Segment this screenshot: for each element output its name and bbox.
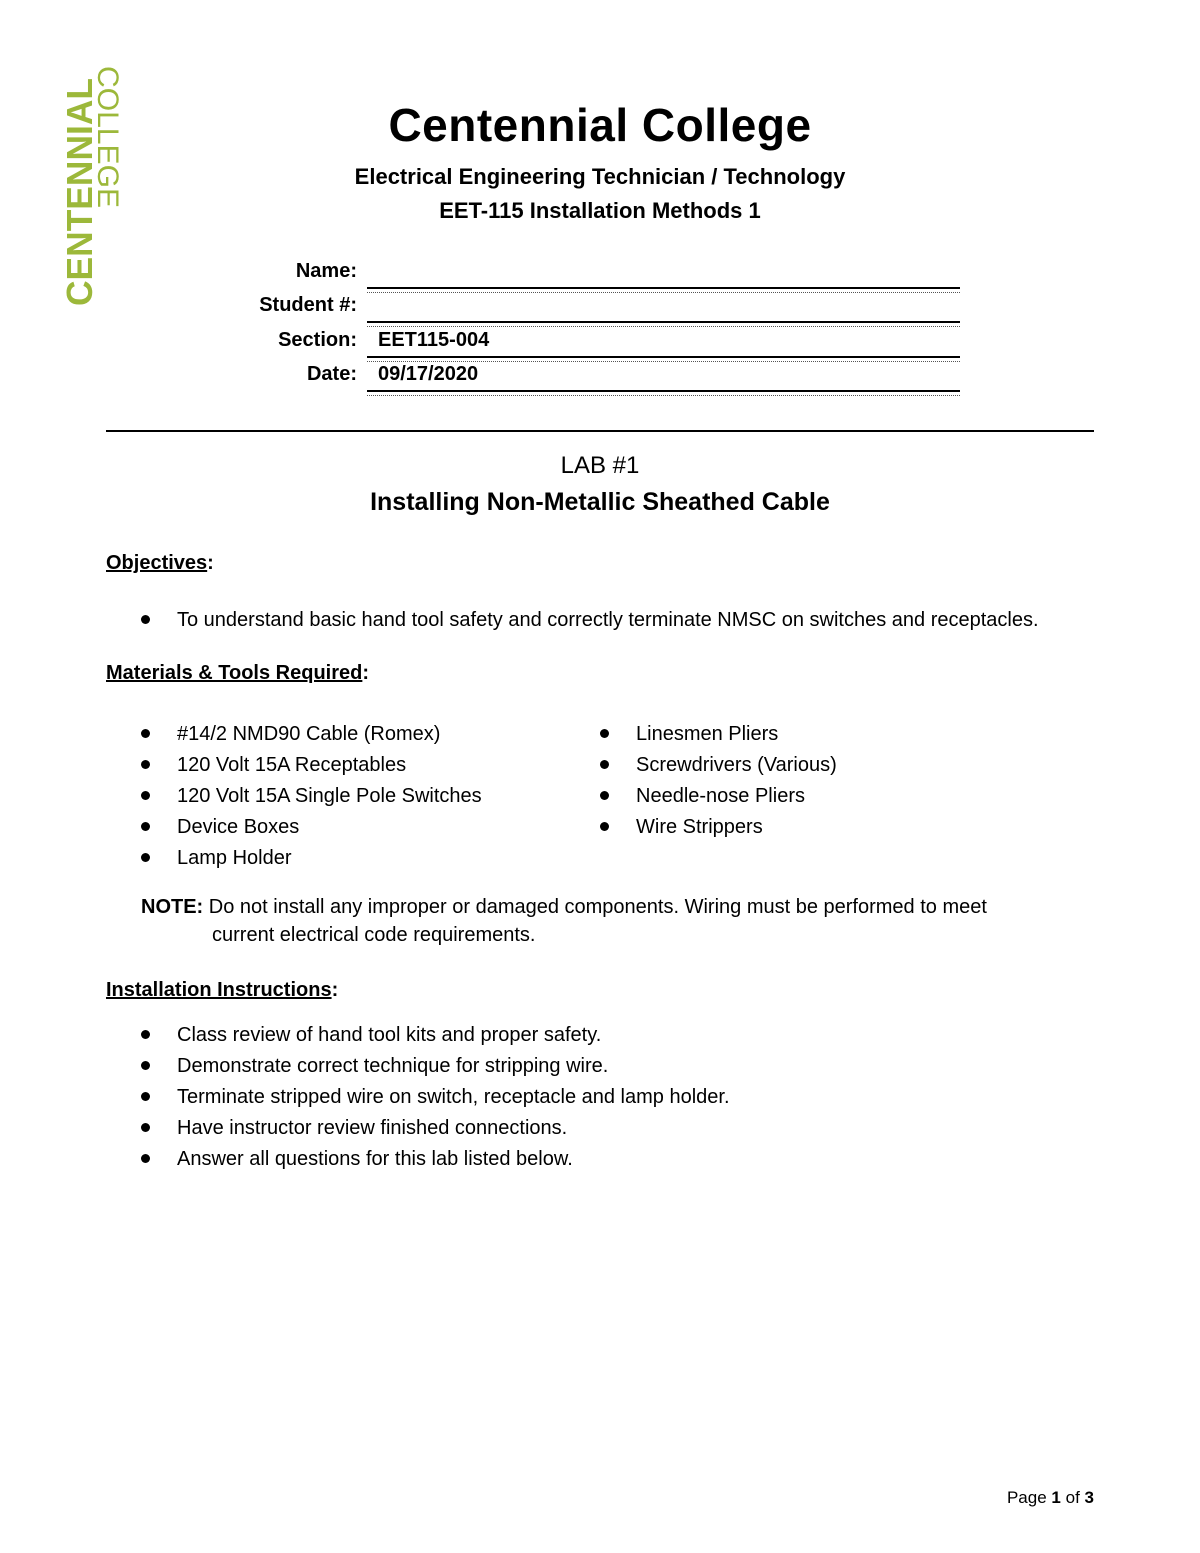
instructions-list [141,1023,730,1178]
section-field [0,329,1200,361]
material-text: 120 Volt 15A Receptables [177,754,407,776]
section-label: Section: [278,329,357,351]
page-current: 1 [1051,1488,1061,1507]
list-item [141,815,482,846]
bullet-icon [141,1030,150,1039]
bullet-icon [141,1061,150,1070]
name-label: Name: [295,260,357,282]
list-item [141,1054,730,1085]
list-item [141,1116,730,1147]
date-label: Date: [306,363,357,385]
student-number-field [0,294,1200,326]
material-text: Device Boxes [177,816,300,838]
bullet-icon [600,822,609,831]
course-name: EET-115 Installation Methods 1 [439,198,761,223]
material-text: Lamp Holder [177,847,292,869]
name-underline [367,287,960,289]
list-item [141,1023,730,1054]
list-item [141,608,1039,639]
lab-title: Installing Non-Metallic Sheathed Cable [370,488,830,516]
instruction-text: Answer all questions for this lab listed below. [177,1148,573,1170]
tool-text: Needle-nose Pliers [636,785,805,807]
section-underline [367,356,960,358]
objectives-heading: Objectives: [106,552,214,574]
list-item [600,753,837,784]
materials-list-left [141,722,482,877]
page-title: Centennial College [388,99,812,151]
student-number-label: Student #: [259,294,357,316]
page-word: Page [1006,1488,1047,1507]
bullet-icon [141,1154,150,1163]
page-total: 3 [1084,1488,1094,1507]
list-item [600,722,837,753]
instruction-text: Class review of hand tool kits and proper safety. [177,1024,602,1046]
note-label: NOTE: [141,896,204,918]
list-item [141,784,482,815]
date-underline [367,390,960,392]
list-item [600,815,837,846]
name-field [0,260,1200,292]
list-item [141,1147,730,1178]
instructions-heading-text: Installation Instructions [106,979,332,1001]
note-block [141,893,1091,949]
bullet-icon [141,1092,150,1101]
program-name: Electrical Engineering Technician / Technology [354,164,846,189]
note-text-1: Do not install any improper or damaged components. Wiring must be performed to meet [208,896,987,918]
bullet-icon [600,729,609,738]
note-line-1 [141,893,1091,921]
material-text: #14/2 NMD90 Cable (Romex) [177,723,441,745]
instruction-text: Demonstrate correct technique for stripping wire. [177,1055,609,1077]
page-number [1007,1488,1094,1508]
list-item [600,784,837,815]
logo-word-college: COLLEGE [91,66,124,208]
list-item [141,722,482,753]
lab-number: LAB #1 [560,452,640,479]
bullet-icon [141,1123,150,1132]
bullet-icon [600,760,609,769]
tool-text: Wire Strippers [636,816,763,838]
student-number-underline [367,321,960,323]
instructions-heading: Installation Instructions: [106,979,339,1001]
date-value[interactable]: 09/17/2020 [378,363,479,385]
section-value[interactable]: EET115-004 [378,329,490,351]
bullet-icon [141,729,150,738]
bullet-icon [600,791,609,800]
bullet-icon [141,822,150,831]
list-item [141,846,482,877]
bullet-icon [141,615,150,624]
objectives-list [141,608,1039,639]
materials-heading: Materials & Tools Required: [106,662,370,684]
instruction-text: Terminate stripped wire on switch, receptacle and lamp holder. [177,1086,730,1108]
objective-text: To understand basic hand tool safety and correctly terminate NMSC on switches and receptacles. [177,609,1039,631]
instruction-text: Have instructor review finished connections. [177,1117,568,1139]
list-item [141,1085,730,1116]
tool-text: Linesmen Pliers [636,723,779,745]
materials-heading-text: Materials & Tools Required [106,662,363,684]
tool-text: Screwdrivers (Various) [636,754,837,776]
header-divider [106,430,1094,432]
page-of: of [1065,1488,1080,1507]
objectives-heading-text: Objectives [106,552,208,574]
note-text-2: current electrical code requirements. [212,924,536,946]
materials-list-right [600,722,837,846]
logo-word-centennial: CENTENNIAL [59,74,100,306]
bullet-icon [141,760,150,769]
bullet-icon [141,853,150,862]
bullet-icon [141,791,150,800]
list-item [141,753,482,784]
date-field [0,363,1200,395]
material-text: 120 Volt 15A Single Pole Switches [177,785,482,807]
